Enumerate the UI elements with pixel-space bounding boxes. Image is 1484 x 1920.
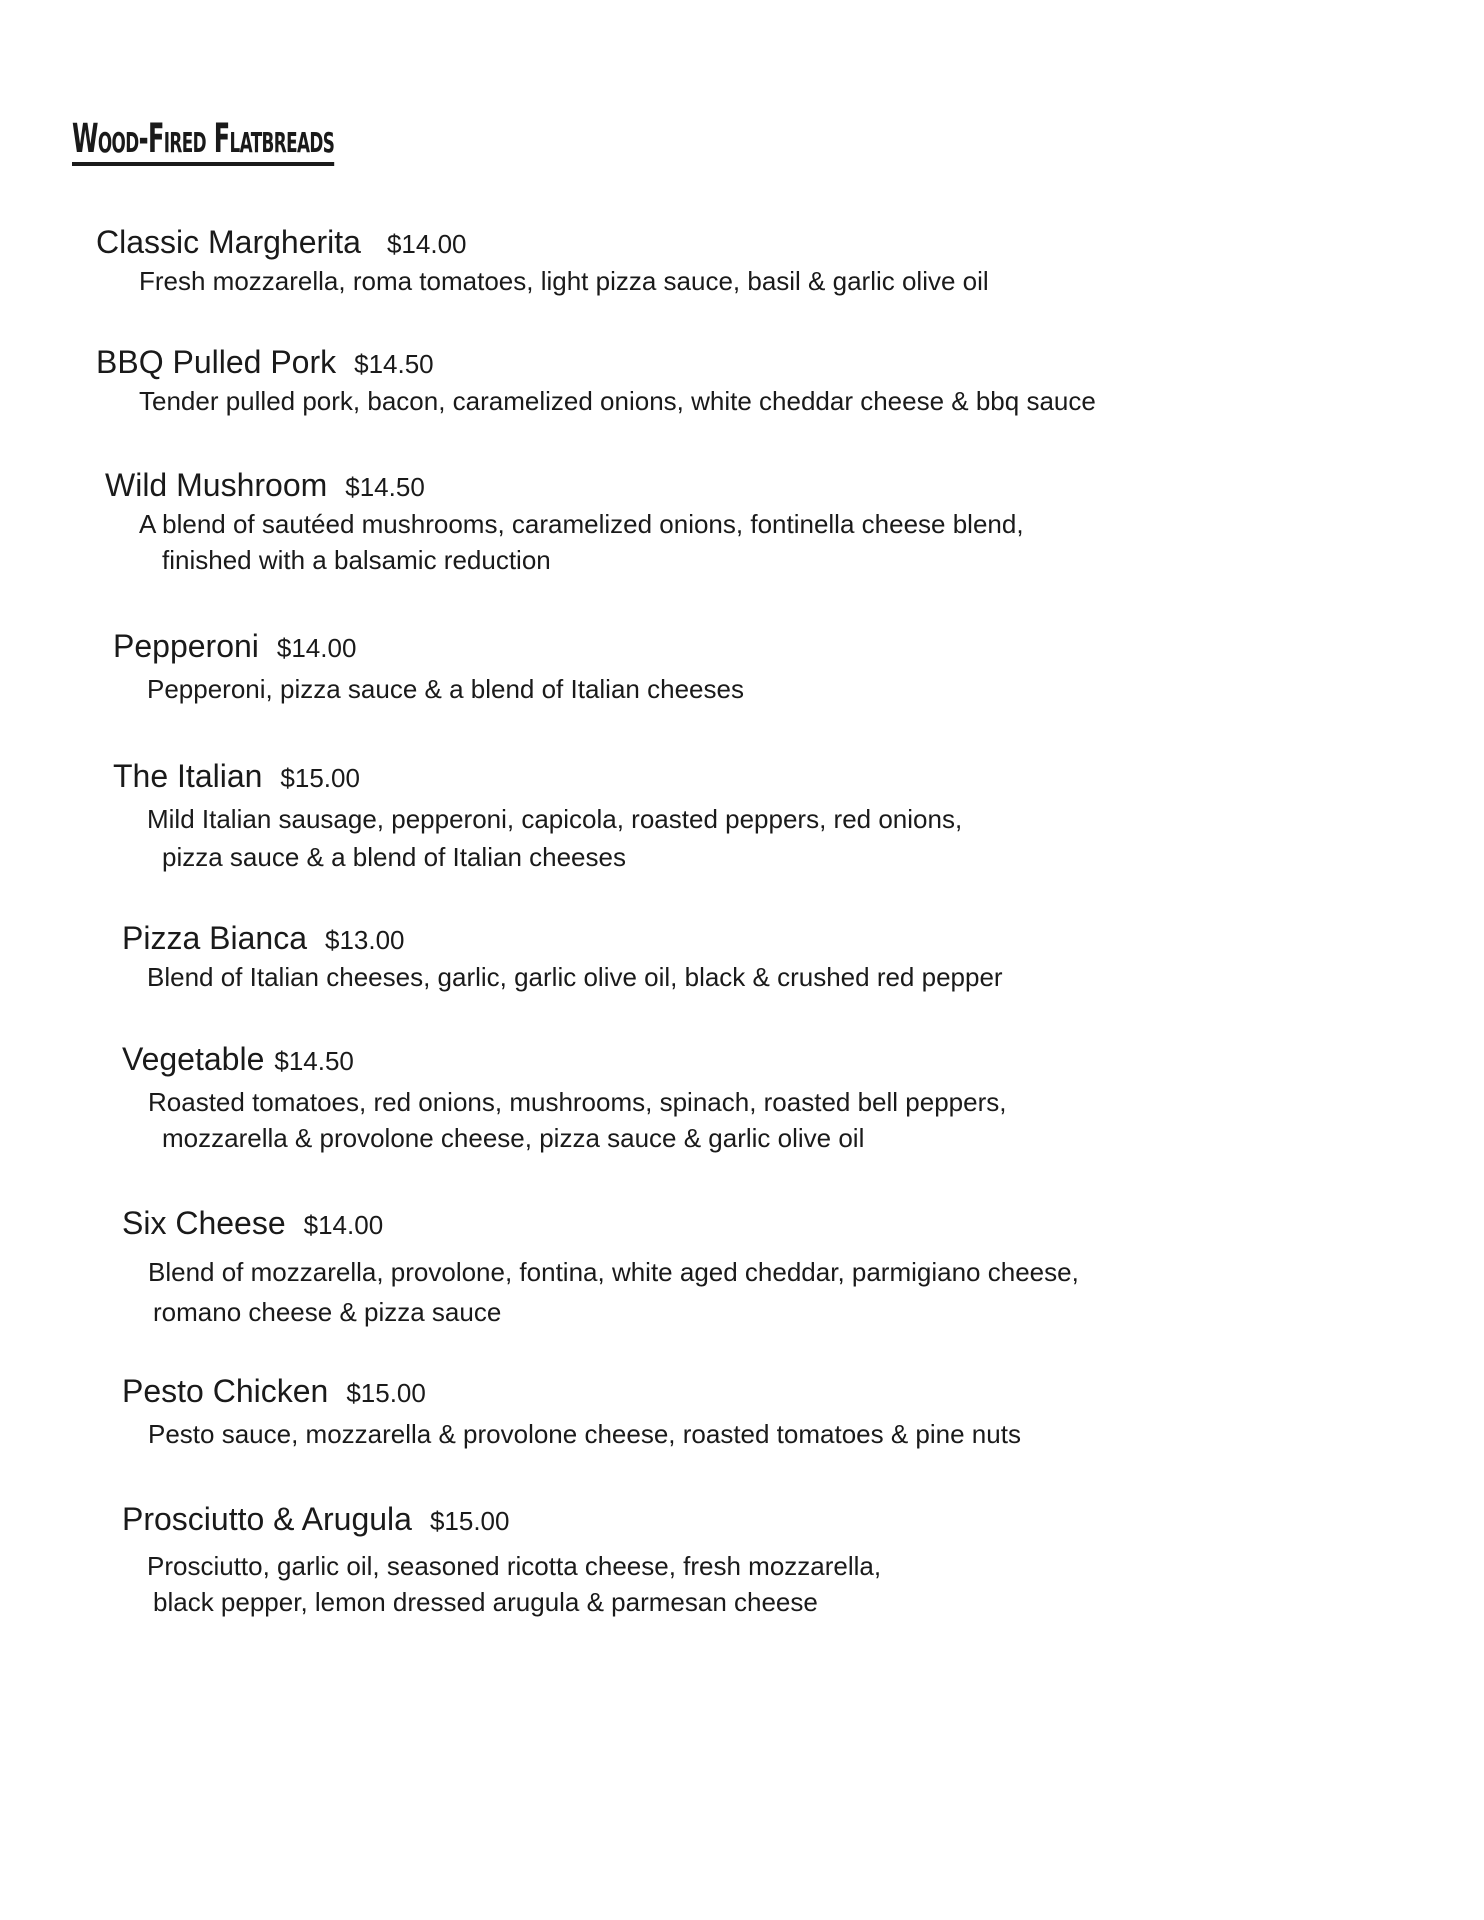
menu-item-description: Pesto sauce, mozzarella & provolone cheese, roasted tomatoes & pine nuts (148, 1419, 1021, 1449)
menu-item-name: Six Cheese (122, 1205, 286, 1241)
menu-item-description: Blend of mozzarella, provolone, fontina, white aged cheddar, parmigiano cheese, (148, 1257, 1079, 1287)
menu-item-name: BBQ Pulled Pork (96, 344, 337, 380)
menu-item-name: Pizza Bianca (122, 920, 307, 956)
menu-item-classic-margherita (96, 224, 989, 299)
menu-item-description: Prosciutto, garlic oil, seasoned ricotta cheese, fresh mozzarella, (147, 1551, 882, 1581)
menu-item-name: Classic Margherita (96, 224, 361, 260)
menu-item-price: $14.50 (345, 472, 425, 502)
menu-item-name: Pepperoni (113, 628, 259, 664)
menu-item-price: $14.00 (303, 1210, 384, 1240)
menu-item-description: finished with a balsamic reduction (162, 545, 551, 575)
menu-item-the-italian (113, 758, 962, 875)
menu-item-description: Tender pulled pork, bacon, caramelized onions, white cheddar cheese & bbq sauce (139, 386, 1096, 416)
menu-item-price: $13.00 (324, 925, 405, 955)
menu-item-prosciutto-arugula (122, 1501, 881, 1620)
menu-item-wild-mushroom (105, 467, 1024, 578)
menu-item-description: Mild Italian sausage, pepperoni, capicola, roasted peppers, red onions, (147, 804, 963, 834)
menu-item-price: $15.00 (429, 1506, 510, 1536)
menu-item-pesto-chicken (122, 1373, 1021, 1452)
menu-item-six-cheese (122, 1205, 1079, 1330)
menu-item-name: The Italian (113, 758, 263, 794)
menu-item-description: romano cheese & pizza sauce (153, 1297, 502, 1327)
menu-item-name: Pesto Chicken (122, 1373, 329, 1409)
menu-item-description: black pepper, lemon dressed arugula & parmesan cheese (153, 1587, 818, 1617)
menu-item-description: Blend of Italian cheeses, garlic, garlic olive oil, black & crushed red pepper (147, 962, 1003, 992)
menu-item-price: $14.50 (354, 349, 434, 379)
menu-item-bbq-pulled-pork (96, 344, 1096, 419)
menu-item-price: $14.50 (274, 1046, 354, 1076)
menu-item-description: Fresh mozzarella, roma tomatoes, light pizza sauce, basil & garlic olive oil (139, 266, 989, 296)
menu-item-description: pizza sauce & a blend of Italian cheeses (162, 842, 626, 872)
menu-item-price: $15.00 (346, 1378, 426, 1408)
menu-item-name: Vegetable (122, 1041, 265, 1077)
menu-item-description: Roasted tomatoes, red onions, mushrooms, spinach, roasted bell peppers, (148, 1087, 1007, 1117)
menu-item-vegetable (122, 1041, 1006, 1156)
menu-item-description: mozzarella & provolone cheese, pizza sauce & garlic olive oil (162, 1123, 865, 1153)
menu-item-price: $14.00 (276, 633, 357, 663)
menu-item-price: $14.00 (386, 229, 467, 259)
menu-item-name: Wild Mushroom (105, 467, 328, 503)
menu-item-pepperoni (113, 628, 744, 707)
menu-item-pizza-bianca (122, 920, 1003, 995)
menu-item-description: Pepperoni, pizza sauce & a blend of Italian cheeses (147, 674, 744, 704)
menu-item-price: $15.00 (280, 763, 360, 793)
menu-item-description: A blend of sautéed mushrooms, caramelized onions, fontinella cheese blend, (139, 509, 1024, 539)
menu-section-title: Wood-Fired Flatbreads (72, 118, 334, 166)
menu-item-name: Prosciutto & Arugula (122, 1501, 412, 1537)
